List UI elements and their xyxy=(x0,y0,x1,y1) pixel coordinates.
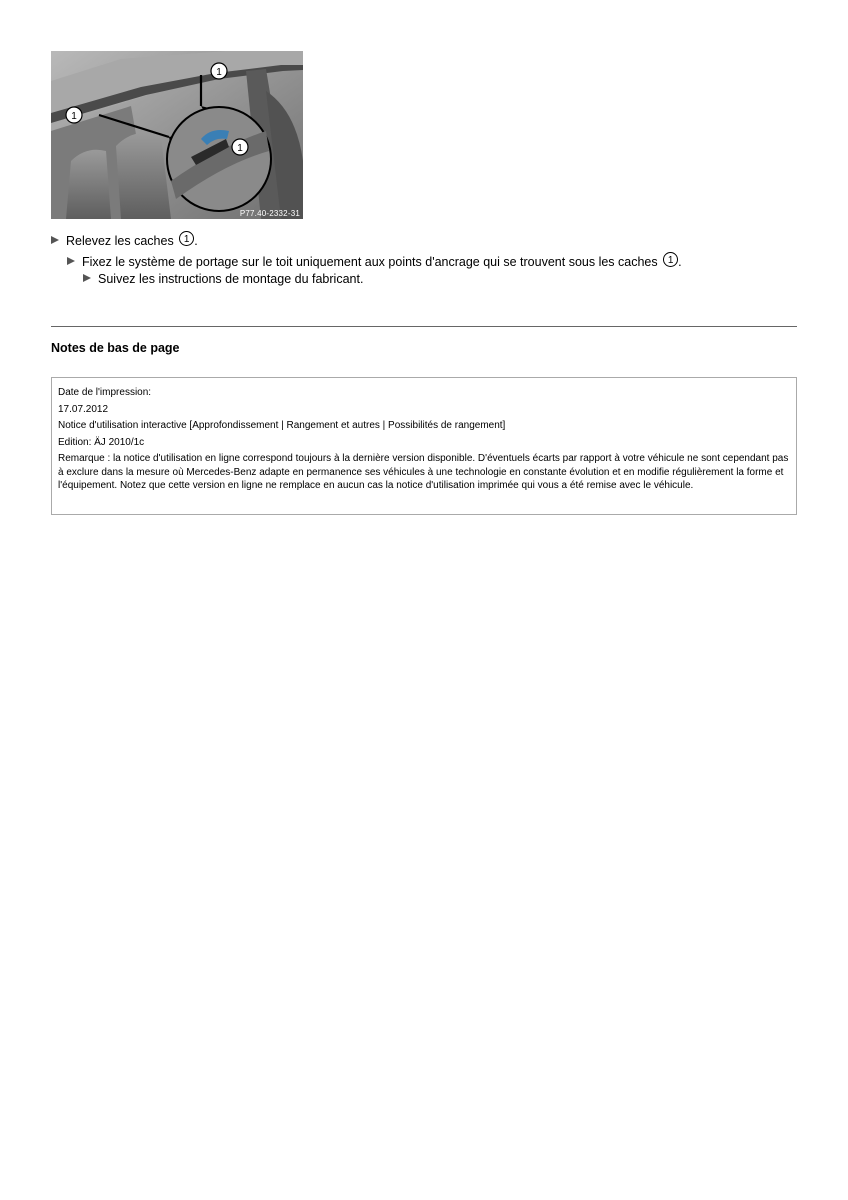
callout-marker-2 xyxy=(211,63,227,79)
car-roof-drawing xyxy=(51,51,303,219)
roof-cover-illustration xyxy=(51,51,303,219)
svg-text:1: 1 xyxy=(237,143,243,154)
remark: Remarque : la notice d'utilisation en ligne correspond toujours à la dernière version disponible. D'éventuels écarts par rapport à votre véhicule ne sont cependant pas à exclure dans la mesure où Mercedes-Benz adapte en permanence ses véhicules à une technologie en constante évolution et en modifie régulièrement la forme et l'équipement. Notez que cette version en ligne ne remplace en aucun cas la notice d'utilisation imprimée qui vous a été remise avec le véhicule. xyxy=(58,453,789,491)
step-text: Suivez les instructions de montage du fabricant. xyxy=(98,272,364,286)
step-follow-instructions xyxy=(83,271,363,287)
svg-text:1: 1 xyxy=(71,111,77,122)
svg-text:1: 1 xyxy=(216,67,222,78)
callout-marker-1 xyxy=(66,107,82,123)
edition: Edition: ÄJ 2010/1c xyxy=(58,436,145,448)
section-divider xyxy=(51,326,797,327)
print-date-label: Date de l'impression: xyxy=(58,387,152,398)
notes-title: Notes de bas de page xyxy=(51,341,180,355)
play-arrow-icon xyxy=(67,257,75,265)
step-attach-roof-rack xyxy=(67,252,682,270)
step-suffix: . xyxy=(678,255,682,269)
step-raise-covers xyxy=(51,231,198,249)
print-date: 17.07.2012 xyxy=(58,403,109,415)
play-arrow-icon xyxy=(83,274,91,282)
step-text: Relevez les caches xyxy=(66,234,174,248)
callout-marker-3 xyxy=(232,139,248,155)
manual-path: Notice d'utilisation interactive [Approfondissement | Rangement et autres | Possibilités de rangement] xyxy=(58,420,506,431)
play-arrow-icon xyxy=(51,236,59,244)
callout-1-icon: 1 xyxy=(663,252,678,267)
callout-1-icon: 1 xyxy=(179,231,194,246)
step-suffix: . xyxy=(194,234,198,248)
step-text: Fixez le système de portage sur le toit uniquement aux points d'ancrage qui se trouvent sous les caches xyxy=(82,255,658,269)
notes-box xyxy=(51,377,797,515)
figure-code: P77.40-2332-31 xyxy=(239,209,300,218)
